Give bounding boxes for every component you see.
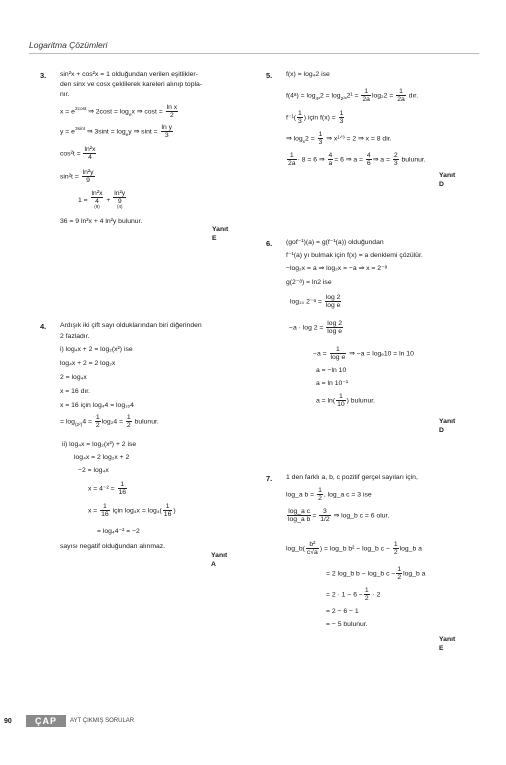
- q7-line-8: = − 5 bulunur.: [326, 621, 368, 628]
- q3-line-8: 1 = ln²x 4 (9) + ln²y 9 (4): [78, 190, 126, 210]
- q7-line-3: $\frac{\text{log\_a c}}{\text{log\_a b}}$ = $\frac{3}{1/2}$ ⇒ log_b c = 6 olur.: [288, 508, 390, 524]
- q4-line-7: x = 16 için log₄4 = log₁₆4: [60, 402, 134, 409]
- q7-line-4: log_b( $\frac{\text{b²}}{c√a}$ ) = log_b b² − log_b c − $\frac{1}{2}$ log_b a: [286, 541, 422, 557]
- q4-line-13: x = $\frac{1}{16}$ için log₄x = log₄( $\frac{1}{16}$ ): [88, 503, 176, 519]
- q7-line-7: = 2 − 6 − 1: [326, 608, 359, 615]
- question-7-number: 7.: [266, 474, 273, 483]
- q7-line-5: = 2 log_b b − log_b c − $\frac{1}{2}$ log_b a: [326, 566, 426, 582]
- q4-line-3: i) log₄x + 2 = log₂(x²) ise: [60, 346, 133, 353]
- q4-line-14: = log₄4⁻² = −2: [97, 528, 140, 535]
- q7-answer: Yanıt E: [439, 636, 456, 652]
- q7-line-2: log_a b = $\frac{1}{2}$ , log_a c = 3 ise: [286, 487, 372, 503]
- q3-answer: Yanıt E: [212, 226, 229, 242]
- q3-line-1: sin²x + cos²x = 1 olduğundan verilen eşitlikler-: [60, 71, 198, 78]
- page-number: 90: [4, 718, 12, 725]
- q3-line-2: den sinx ve cosx çeklilerek kareleri alınıp topla-: [60, 81, 203, 88]
- q5-line-2: f(4ᵃ) = $\log_{4ᵃ}2 = \log_{2^2ᵃ}2^1$ = $\frac{1}{2a}$ log₂2 = $\frac{1}{2a}$ dır.: [286, 88, 419, 104]
- q6-line-8: a = −ln 10: [316, 367, 347, 374]
- q4-answer: Yanıt A: [211, 552, 228, 568]
- page-header-title: Logaritma Çözümleri: [29, 40, 108, 50]
- question-3-number: 3.: [40, 71, 47, 80]
- q6-line-10: a = ln( $\frac{1}{10}$ ) bulunur.: [316, 393, 375, 409]
- q4-line-15: sayısı negatif olduğundan alınmaz.: [60, 543, 166, 550]
- q5-line-4: ⇒ $\log_x2$ = $\frac{1}{3}$ ⇒ x¹ᐟ³ = 2 ⇒ x = 8 dir.: [286, 131, 392, 147]
- q4-line-12: x = 4⁻² = $\frac{1}{16}$: [88, 481, 127, 497]
- q3-line-9: 36 = 9 ln²x + 4 ln²y bulunur.: [60, 218, 143, 225]
- q6-line-3: −log₂x = a ⇒ log₂x = −a ⇒ x = 2⁻ᵃ: [286, 265, 388, 272]
- q5-answer: Yanıt D: [439, 172, 456, 188]
- q3-line-3: nır.: [60, 91, 70, 98]
- q6-answer: Yanıt D: [439, 418, 456, 434]
- q5-line-5: $\frac{1}{2a}$ · 8 = 6 ⇒ $\frac{4}{a}$ = 6 ⇒ a = $\frac{4}{6}$ ⇒ a = $\frac{2}{3}$ bulunur.: [288, 152, 426, 168]
- q4-line-4: log₄x + 2 = 2 log₂x: [60, 360, 116, 367]
- question-5-number: 5.: [266, 71, 273, 80]
- q3-line-4: $x = e^{2cost}$ ⇒ $2\cos t = \log_ex$ ⇒ cost = $\frac{\text{ln x}}{2}$: [60, 104, 178, 120]
- header-rule: [29, 53, 479, 54]
- q6-line-9: a = ln 10⁻¹: [316, 380, 349, 387]
- q7-line-1: 1 den farklı a, b, c pozitif gerçel sayıları için,: [286, 474, 418, 481]
- q4-line-2: 2 fazladır.: [60, 333, 90, 340]
- q3-line-6: cos²t = $\frac{\text{ln²x}}{4}$: [60, 146, 96, 162]
- q4-line-9: ii) log₄x = log₂(x²) + 2 ise: [62, 441, 137, 448]
- q4-line-6: x = 16 dır.: [60, 388, 91, 395]
- footer-text: AYT ÇIKMIŞ SORULAR: [70, 718, 135, 724]
- q3-line-5: $y = e^{3sint}$ ⇒ $3\sin t = \log_ey$ ⇒ sint = $\frac{\text{ln y}}{3}$: [60, 124, 173, 140]
- cap-logo: ÇAP: [26, 715, 66, 727]
- q6-line-4: g(2⁻ᵃ) = ln2 ise: [286, 279, 332, 286]
- q4-line-10: log₄x = 2 log₂x + 2: [74, 454, 130, 461]
- page-footer: [0, 712, 506, 732]
- q6-line-5: log₁₀ 2⁻ᵃ = $\frac{\log 2}{\text{log e}}$: [290, 294, 341, 310]
- q4-line-11: −2 = log₄x: [78, 467, 109, 474]
- q6-line-7: −a = $\frac{1}{\text{log e}}$ ⇒ −a = logₑ10 = ln 10: [313, 346, 414, 362]
- question-6-number: 6.: [266, 239, 273, 248]
- q3-line-7: sin²t = $\frac{\text{ln²y}}{9}$: [60, 169, 94, 185]
- q5-line-1: f(x) = log₄2 ise: [286, 71, 330, 78]
- q6-line-2: f⁻¹(a) yı bulmak için f(x) = a denklemi çözülür.: [286, 252, 423, 259]
- q4-line-8: = $\log_{(2^2)}4$ = $\frac{1}{2}$ log₂4 = $\frac{1}{2}$ bulunur.: [60, 414, 159, 430]
- q4-line-1: Ardışık iki çift sayı olduklarından biri diğerinden: [60, 322, 202, 329]
- q4-line-5: 2 = log₄x: [60, 374, 87, 381]
- q6-line-1: (gof⁻¹)(a) = g(f⁻¹(a)) olduğundan: [286, 239, 384, 246]
- question-4-number: 4.: [40, 322, 47, 331]
- q5-line-3: f⁻¹( $\frac{1}{3}$ ) için f(x) = $\frac{1}{3}$: [286, 110, 344, 126]
- q6-line-6: −a · log 2 = $\frac{\log 2}{\text{log e}}$: [289, 320, 343, 336]
- q7-line-6: = 2 · 1 − 6 − $\frac{1}{2}$ · 2: [326, 587, 381, 603]
